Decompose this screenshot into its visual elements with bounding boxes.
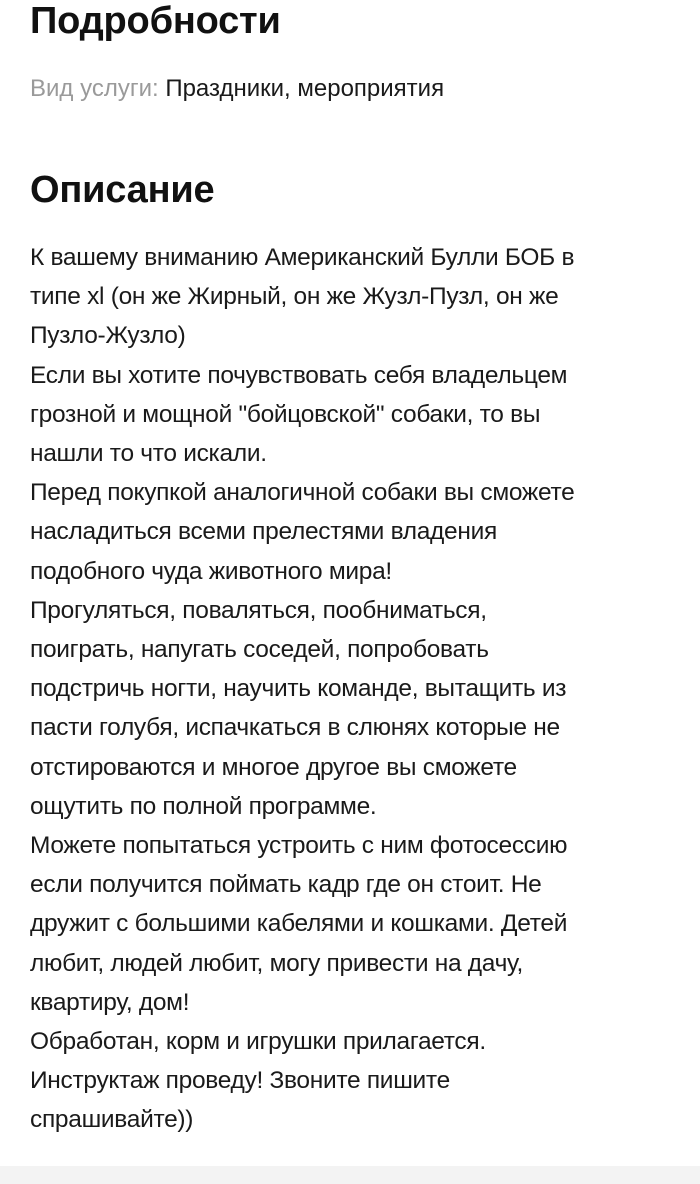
- description-line: поиграть, напугать соседей, попробовать: [30, 636, 489, 664]
- service-type-value: Праздники, мероприятия: [165, 75, 445, 102]
- description-line: квартиру, дом!: [30, 988, 190, 1016]
- description-line: отстироваются и многое другое вы сможете: [30, 753, 517, 781]
- description-line: грозной и мощной "бойцовской" собаки, то вы: [30, 400, 541, 428]
- description-line: пасти голубя, испачкаться в слюнях которые не: [30, 714, 560, 742]
- service-type-row: [30, 73, 444, 105]
- description-line: Можете попытаться устроить с ним фотосессию: [30, 832, 568, 860]
- description-line: ощутить по полной программе.: [30, 792, 377, 820]
- description-line: нашли то что искали.: [30, 440, 267, 468]
- description-line: Прогуляться, поваляться, пообниматься,: [30, 596, 487, 624]
- description-line: Обработан, корм и игрушки прилагается.: [30, 1028, 486, 1056]
- description-line: Пузло-Жузло): [30, 322, 186, 350]
- description-line: если получится поймать кадр где он стоит. Не: [30, 871, 542, 899]
- description-line: насладиться всеми прелестями владения: [30, 518, 497, 546]
- description-line: любит, людей любит, могу привести на дачу,: [30, 949, 524, 977]
- service-type-label: Вид услуги:: [30, 75, 159, 102]
- description-line: Если вы хотите почувствовать себя владельцем: [30, 361, 568, 389]
- description-text: [30, 238, 680, 1140]
- description-line: Инструктаж проведу! Звоните пишите: [30, 1067, 450, 1095]
- description-line: спрашивайте)): [30, 1106, 194, 1134]
- details-heading: Подробности: [30, 0, 281, 42]
- description-heading: Описание: [30, 169, 215, 211]
- description-line: дружит с большими кабелями и кошками. Детей: [30, 910, 568, 938]
- description-line: типе xl (он же Жирный, он же Жузл-Пузл, он же: [30, 283, 559, 311]
- bottom-divider: [0, 1166, 700, 1184]
- description-line: подобного чуда животного мира!: [30, 557, 392, 585]
- description-line: подстричь ногти, научить команде, вытащить из: [30, 675, 567, 703]
- description-line: К вашему вниманию Американский Булли БОБ в: [30, 244, 575, 271]
- description-line: Перед покупкой аналогичной собаки вы сможете: [30, 479, 575, 507]
